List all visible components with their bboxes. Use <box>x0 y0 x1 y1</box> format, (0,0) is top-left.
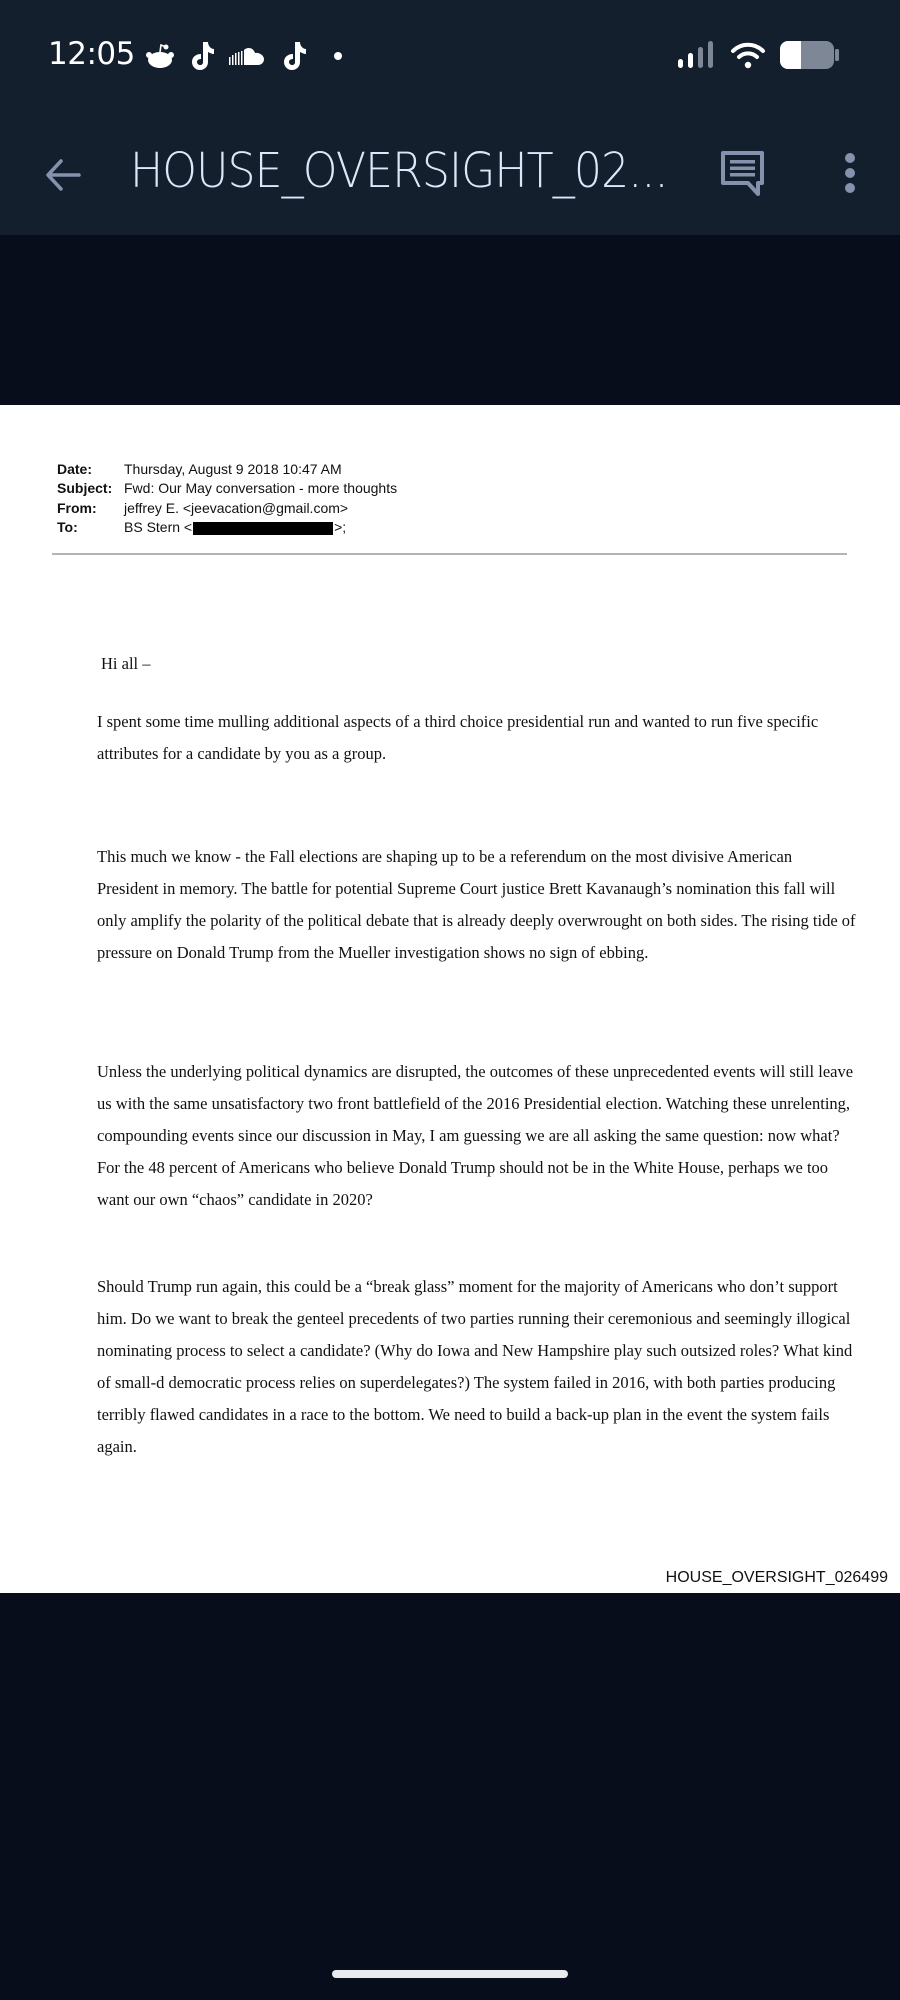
more-notifications-dot-icon <box>333 51 343 61</box>
to-row <box>57 518 847 538</box>
battery-icon <box>780 40 840 75</box>
notification-icons <box>145 38 343 74</box>
subject-label: Subject: <box>57 480 113 497</box>
document-page[interactable] <box>0 405 900 1593</box>
subject-value: Fwd: Our May conversation - more thoughts <box>124 480 398 497</box>
greeting: Hi all – <box>101 654 151 673</box>
soundcloud-icon <box>229 45 267 67</box>
document-title: HOUSE_OVERSIGHT_02... <box>130 143 668 199</box>
arrow-left-icon <box>43 155 83 195</box>
paragraph-1: I spent some time mulling additional aspects of a third choice presidential run and wanted to run five specific attributes for a candidate by you as a group. <box>97 712 819 763</box>
date-label: Date: <box>57 460 93 477</box>
paragraph-3: Unless the underlying political dynamics are disrupted, the outcomes of these unprecedented events will still leave us with the same unsatisfactory two front battlefield of the 2016 Presidential election. Watching these unrelenting, compounding events since our discussion in May, I am guessing we are all asking the same question: now what? For the 48 percent of Americans who believe Donald Trump should not be in the White House, perhaps we too want our own “chaos” candidate in 2020? <box>97 1062 854 1209</box>
back-button[interactable] <box>38 150 88 200</box>
comment-icon <box>720 150 766 196</box>
bates-number: HOUSE_OVERSIGHT_026499 <box>665 1569 888 1586</box>
status-bar <box>0 0 900 115</box>
comments-button[interactable] <box>715 145 771 201</box>
more-vertical-icon <box>843 151 857 195</box>
to-prefix: BS Stern < <box>124 519 193 536</box>
paragraph-4: Should Trump run again, this could be a “break glass” moment for the majority of Americans who don’t support him. Do we want to break the genteel precedents of two parties running their ceremonious and seemingly illogical nominating process to select a candidate? (Why do Iowa and New Hampshire play such outsized roles? What kind of small-d democratic process relies on superdelegates?) The system failed in 2016, with both parties producing terribly flawed candidates in a race to the bottom. We need to build a back-up plan in the event the system fails again. <box>97 1277 853 1456</box>
cellular-signal-icon <box>678 41 716 74</box>
date-row <box>57 459 847 479</box>
to-value <box>124 519 346 535</box>
status-time: 12:05 <box>48 36 135 72</box>
wifi-icon <box>730 41 766 74</box>
more-options-button[interactable] <box>830 145 870 201</box>
viewer-background <box>0 235 900 405</box>
date-value: Thursday, August 9 2018 10:47 AM <box>124 460 342 477</box>
to-label: To: <box>57 519 78 536</box>
from-value: jeffrey E. <jeevacation@gmail.com> <box>124 499 349 516</box>
email-header <box>57 459 847 537</box>
from-label: From: <box>57 499 97 516</box>
paragraph-2: This much we know - the Fall elections are shaping up to be a referendum on the most divisive American President in memory. The battle for potential Supreme Court justice Brett Kavanaugh’s nomination this fall will only amplify the polarity of the political debate that is already deeply overwrought on both sides. The rising tide of pressure on Donald Trump from the Mueller investigation shows no sign of ebbing. <box>97 847 856 962</box>
system-icons <box>678 40 840 74</box>
home-indicator[interactable] <box>332 1970 568 1978</box>
tiktok-icon <box>189 40 215 72</box>
reddit-icon <box>145 41 175 71</box>
redaction-box <box>193 522 333 535</box>
from-row <box>57 498 847 518</box>
app-bar <box>0 115 900 235</box>
subject-row <box>57 479 847 499</box>
tiktok-icon <box>281 40 307 72</box>
to-suffix: >; <box>334 519 347 536</box>
header-divider <box>52 553 847 555</box>
